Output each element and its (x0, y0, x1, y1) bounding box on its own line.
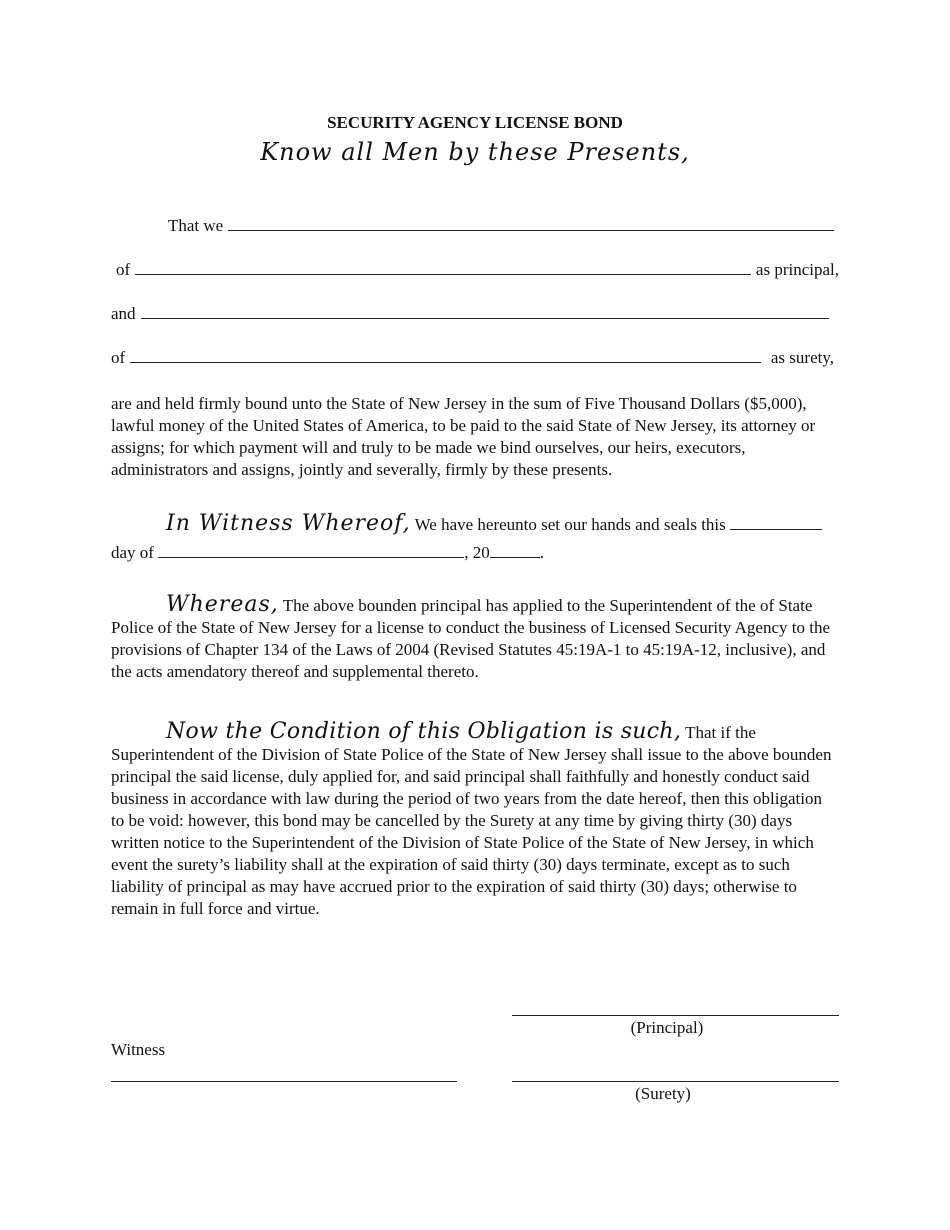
condition-clause (111, 721, 839, 920)
that-we-label: That we (168, 216, 224, 235)
condition-text: That if the Superintendent of the Division of State Police of the State of New Jersey shall issue to the above bounden principal the said license, duly applied for, and said principal shall faithfully and honestly conduct said business in accordance with law during the period of two years from the date hereof, then this obligation to be void: however, this bond may be cancelled by the Surety at any time by giving thirty (30) days written notice to the Superintendent of the Division of State Police of the State of New Jersey, in which event the surety’s liability shall at the expiration of said thirty (30) days terminate, except as to such liability of principal as may have accrued prior to the expiration of said thirty (30) days; otherwise to remain in full force and virtue. (111, 723, 832, 918)
as-surety-label: as surety, (770, 348, 834, 367)
document-title: SECURITY AGENCY LICENSE BOND (327, 113, 623, 132)
principal-name-field[interactable] (228, 229, 834, 231)
date-period: . (539, 543, 544, 562)
witness-text: We have hereunto set our hands and seals this (410, 515, 726, 534)
principal-signature-line[interactable] (512, 1014, 839, 1016)
document-subtitle: Know all Men by these Presents, (260, 138, 690, 166)
surety-name-field[interactable] (141, 317, 829, 319)
month-field[interactable] (158, 543, 464, 558)
surety-name-row (111, 300, 839, 324)
day-of-label: day of (111, 543, 154, 562)
principal-address-row (111, 256, 839, 280)
surety-caption: (Surety) (635, 1084, 691, 1103)
of-label-surety: of (111, 348, 126, 367)
whereas-clause (111, 594, 839, 683)
of-label-principal: of (116, 260, 131, 279)
witness-lead: In Witness Whereof, (166, 511, 411, 536)
surety-address-row (111, 344, 839, 368)
as-principal-label: as principal, (755, 260, 839, 279)
year-prefix: , 20 (464, 543, 490, 562)
witness-label: Witness (111, 1040, 166, 1059)
witness-clause (111, 510, 839, 567)
witness-signature-line[interactable] (111, 1080, 457, 1082)
principal-caption: (Principal) (630, 1018, 704, 1037)
principal-name-row (111, 212, 839, 236)
condition-lead: Now the Condition of this Obligation is such, (166, 719, 682, 744)
whereas-lead: Whereas, (166, 592, 279, 617)
year-field[interactable] (490, 543, 540, 558)
bound-paragraph: are and held firmly bound unto the State of New Jersey in the sum of Five Thousand Dollars ($5,000), lawful money of the United States of America, to be paid to the said State of New Jersey, its attorney or assigns; for which payment will and truly to be made we bind ourselves, our heirs, executors, administrators and assigns, jointly and severally, firmly by these presents. (111, 394, 816, 479)
principal-address-field[interactable] (135, 273, 751, 275)
day-number-field[interactable] (730, 515, 822, 530)
and-label: and (111, 304, 136, 323)
whereas-text: The above bounden principal has applied to the Superintendent of the of State Police of the State of New Jersey for a license to conduct the business of Licensed Security Agency to the provisions of Chapter 134 of the Laws of 2004 (Revised Statutes 45:19A-1 to 45:19A-12, inclusive), and the acts amendatory thereof and supplemental thereto. (111, 596, 830, 681)
surety-address-field[interactable] (130, 361, 761, 363)
surety-signature-line[interactable] (512, 1080, 839, 1082)
